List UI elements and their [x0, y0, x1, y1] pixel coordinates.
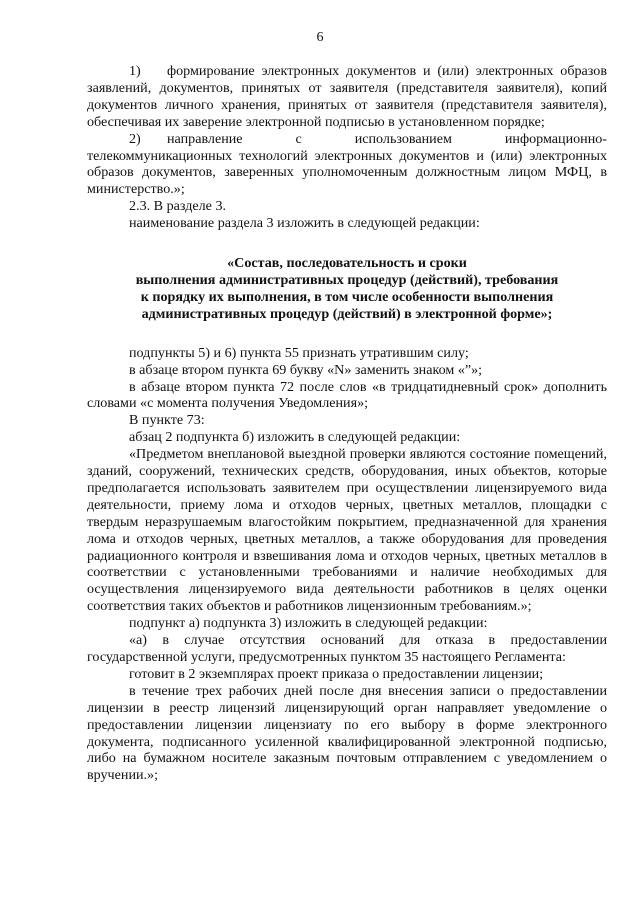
paragraph: «а) в случае отсутствия оснований для отказа в предоставлении государственной услуги, предусмотренных пунктом 35 настоящего Регламента:	[87, 632, 607, 665]
list-item-1-text: формирование электронных документов и (или) электронных образов заявлений, документов, принятых от заявителя (представителя заявителя), копий документов личного хранения, принятых от заявителя (представителя заявителя), обеспечивая их заверение электронной подписью в установленном порядке;	[87, 63, 607, 130]
paragraph-quote: «Предметом внеплановой выездной проверки являются состояние помещений, зданий, сооружений, технических средств, оборудования, иных объектов, которые предполагается использовать заявителем при осуществлении лицензируемого вида деятельности, приему лома и отходов черных, цветных металлов, площадки с твердым неразрушаемым влагостойким покрытием, предназначенной для хранения лома и отходов черных, цветных металлов, а также оборудования для проведения радиационного контроля и взвешивания лома и отходов черных, цветных металлов в соответствии с установленными требованиями и наличие необходимых для осуществления лицензируемого вида деятельности работников в целях оценки соответствия таких объектов и работников лицензионным требованиям.»;	[87, 446, 607, 615]
list-item-2-number: 2)	[129, 130, 141, 147]
section-heading	[87, 255, 607, 323]
heading-line: «Состав, последовательность и сроки	[227, 255, 467, 272]
list-item-1	[87, 63, 607, 131]
paragraph: в абзаце втором пункта 69 букву «N» заменить знаком «”»;	[129, 361, 483, 378]
paragraph-2-3: 2.3. В разделе 3.	[129, 198, 227, 215]
paragraph-section-name: наименование раздела 3 изложить в следующей редакции:	[129, 215, 480, 232]
heading-line: административных процедур (действий) в электронной форме»;	[141, 305, 553, 322]
list-item-1-number: 1)	[129, 63, 141, 79]
list-item-2-first-line	[87, 131, 607, 148]
list-item-2-line1: направление с использованием информационно-	[167, 130, 607, 147]
heading-line: выполнения административных процедур (действий), требования	[135, 271, 559, 288]
paragraph: подпункты 5) и 6) пункта 55 признать утратившим силу;	[129, 344, 469, 361]
document-body	[87, 63, 607, 784]
paragraph: подпункт а) подпункта 3) изложить в следующей редакции:	[129, 615, 488, 632]
list-item-2-rest: телекоммуникационных технологий электронных документов и (или) электронных образов документов, заверенных уполномоченным должностным лицом МФЦ, в министерство.»;	[87, 147, 607, 198]
paragraph: в течение трех рабочих дней после дня внесения записи о предоставлении лицензии в реестр лицензий лицензирующий орган направляет уведомление о предоставлении лицензии лицензиату по его выбору в форме электронного документа, подписанного усиленной квалифицированной электронной подписью, либо на бумажном носителе заказным почтовым отправлением с уведомлением о вручении.»;	[87, 682, 607, 784]
paragraph: готовит в 2 экземплярах проект приказа о предоставлении лицензии;	[129, 665, 544, 682]
paragraph: В пункте 73:	[129, 412, 205, 429]
paragraph: в абзаце втором пункта 72 после слов «в тридцатидневный срок» дополнить словами «с момента получения Уведомления»;	[87, 378, 607, 412]
paragraph: абзац 2 подпункта б) изложить в следующей редакции:	[129, 429, 461, 446]
page-number: 6	[316, 30, 324, 45]
heading-line: к порядку их выполнения, в том числе особенности выполнения	[140, 288, 554, 305]
list-item-2	[87, 131, 607, 199]
